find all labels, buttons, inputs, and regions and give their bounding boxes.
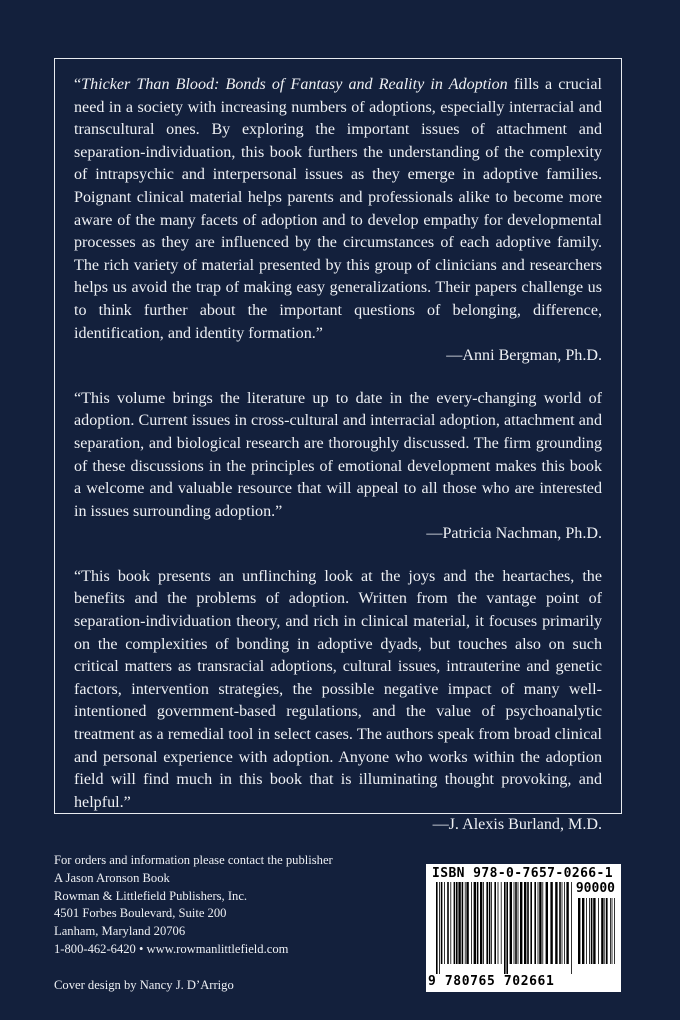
barcode-bar — [520, 882, 522, 964]
barcode-bar — [466, 882, 468, 964]
barcode-bar — [510, 882, 512, 964]
barcode-bar — [498, 882, 499, 964]
endorsements — [74, 74, 602, 857]
open-quote: “ — [74, 76, 82, 93]
endorsement-attribution: —Anni Bergman, Ph.D. — [446, 347, 602, 365]
cover-design-credit: Cover design by Nancy J. D’Arrigo — [54, 978, 234, 992]
endorsement-3 — [74, 566, 602, 837]
barcode-bar — [491, 882, 492, 964]
barcode-bar — [436, 882, 438, 974]
barcode-bar — [480, 882, 482, 964]
endorsement-text — [74, 74, 602, 345]
barcode-bar — [447, 882, 449, 964]
barcode-bar — [515, 882, 517, 964]
barcode-bar — [564, 882, 565, 964]
barcode-bar — [514, 882, 515, 964]
ean-number: 9 780765 702661 — [428, 974, 555, 989]
barcode-bar — [604, 898, 605, 964]
book-title: Thicker Than Blood: Bonds of Fantasy and Reality in Adoption — [81, 76, 508, 93]
barcode-bar — [462, 882, 464, 964]
endorsement-attribution: —J. Alexis Burland, M.D. — [432, 816, 602, 834]
barcode-bar — [555, 882, 557, 964]
endorsement-text: “This book presents an unflinching look at the joys and the heartaches, the benefits and the problems of adoption. Written from the vantage point of separation-individuation theory, and rich in clinical material, it focuses primarily on the complexities of bonding in adoptive dyads, but touches also on such critical matters as transracial adoptions, cultural issues, intrauterine and genetic factors, intervention strategies, the possible negative impact of many well-intentioned government-based regulations, and the value of psychoanalytic treatment as a remedial tool in select cases. The authors speak from broad clinical and personal experience with adoption. Anyone who works within the adoption field will find much in this book that is illuminating thought provoking, and helpful.” — [74, 567, 602, 811]
barcode-bar — [527, 882, 529, 964]
barcode-bar — [489, 882, 491, 964]
addon-barcode-bars — [578, 898, 616, 974]
contact-line: For orders and information please contact the publisher — [54, 853, 333, 867]
contact-line: A Jason Aronson Book — [54, 870, 170, 885]
barcode-bar — [471, 882, 472, 964]
barcode-bar — [589, 898, 590, 964]
barcode-bar — [578, 898, 580, 964]
contact-line: Lanham, Maryland 20706 — [54, 924, 186, 939]
barcode-bar — [444, 882, 445, 964]
barcode-bar — [454, 882, 456, 964]
barcode-bar — [530, 882, 532, 964]
barcode-bar — [542, 882, 543, 964]
barcode-bar — [582, 898, 584, 964]
barcode-bar — [474, 882, 476, 964]
barcode-bar — [486, 882, 488, 964]
barcode-bar — [612, 898, 613, 964]
endorsement-1 — [74, 74, 602, 368]
endorsement-body: fills a crucial need in a society with increasing numbers of adoptions, especially interracial and transcultural ones. By exploring the important issues of attachment and separation-individuation, this book furthers the understanding of the complexity of intrapsychic and interpersonal issues as they emerge in adoptive families. Poignant clinical material helps parents and professionals alike to become more aware of the many facets of adoption and to develop empathy for developmental processes as they are influenced by the circumstances of each adoptive family. The rich variety of material presented by this group of clinicians and researchers helps us avoid the trap of making easy generalizations. Their papers challenge us to think further about the important questions of belonging, difference, identification, and identity formation.” — [74, 76, 602, 342]
barcode-bar — [539, 882, 541, 964]
endorsement-2 — [74, 388, 602, 546]
barcode-bar — [441, 882, 443, 964]
barcode-bar — [524, 882, 526, 964]
price-code: 90000 — [575, 881, 615, 896]
contact-line: 4501 Forbes Boulevard, Suite 200 — [54, 906, 227, 921]
contact-line: 1-800-462-6420 • www.rowmanlittlefield.com — [54, 941, 289, 956]
barcode-bar — [566, 882, 568, 964]
endorsement-text: “This volume brings the literature up to date in the every-changing world of adoption. Current issues in cross-cultural and interracial adoption, attachment and separation, and biological research are thoroughly discussed. The firm grounding of these discussions in the principles of emotional development makes this book a welcome and valuable resource that will appeal to all those who are interested in issues surrounding adoption.” — [74, 389, 602, 520]
barcode-bar — [534, 882, 536, 964]
barcode-bar — [483, 882, 484, 964]
barcode-bar — [494, 882, 496, 964]
barcode-bar — [562, 882, 563, 964]
barcode-bar — [593, 898, 595, 964]
barcode-bar — [538, 882, 539, 964]
barcode-bar — [559, 882, 561, 964]
barcode-bar — [506, 882, 508, 974]
barcode-bar — [601, 898, 603, 964]
barcode-bar — [606, 898, 608, 964]
barcode-bar — [591, 898, 593, 964]
barcode-bar — [610, 898, 611, 964]
barcode-bar — [598, 898, 599, 964]
contact-line: Rowman & Littlefield Publishers, Inc. — [54, 888, 248, 903]
ean-barcode-bars — [436, 882, 574, 974]
publisher-contact — [54, 852, 414, 959]
isbn-barcode — [426, 864, 621, 992]
isbn-number: ISBN 978-0-7657-0266-1 — [432, 866, 613, 881]
barcode-bar — [450, 882, 451, 964]
barcode-bar — [550, 882, 552, 964]
endorsement-attribution: —Patricia Nachman, Ph.D. — [426, 525, 602, 543]
barcode-bar — [586, 898, 587, 964]
barcode-bar — [571, 882, 572, 974]
barcode-bar — [504, 882, 506, 974]
barcode-bar — [501, 882, 502, 964]
barcode-bar — [518, 882, 519, 964]
barcode-bar — [456, 882, 458, 964]
barcode-bar — [439, 882, 440, 974]
barcode-bar — [546, 882, 548, 964]
barcode-bar — [465, 882, 466, 964]
barcode-bar — [458, 882, 460, 964]
barcode-bar — [614, 898, 615, 964]
barcode-bar — [477, 882, 479, 964]
